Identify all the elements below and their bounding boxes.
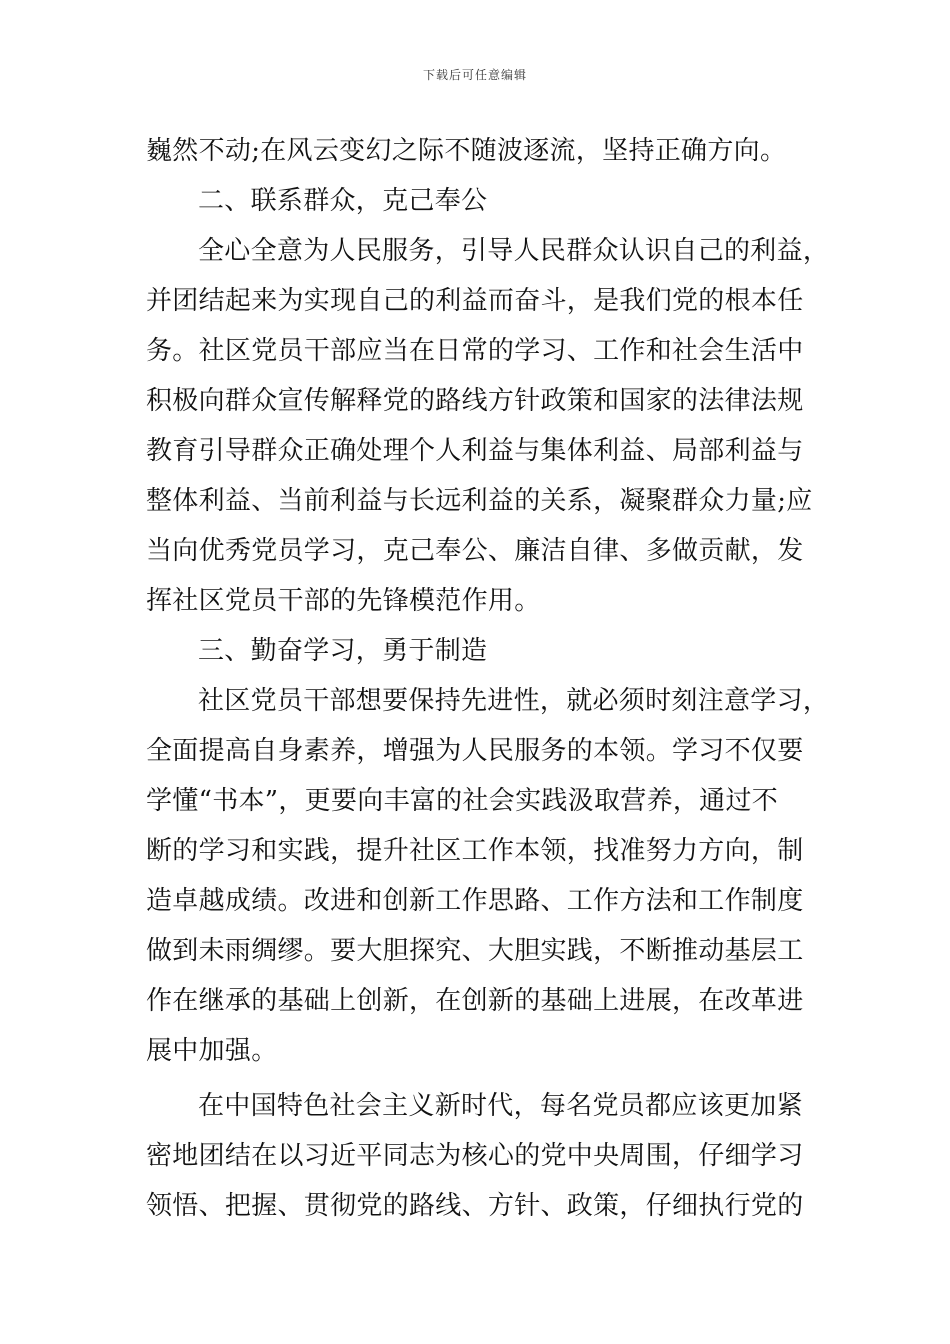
paragraph-line: 学懂“书本”，更要向丰富的社会实践汲取营养，通过不 — [146, 786, 779, 816]
paragraph-line: 领悟、把握、贯彻党的路线、方针、政策，仔细执行党的 — [146, 1191, 804, 1221]
paragraph-line: 当向优秀党员学习，克己奉公、廉洁自律、多做贡献，发 — [146, 536, 804, 566]
paragraph-line: 全心全意为人民服务，引导人民群众认识自己的利益， — [198, 236, 830, 266]
paragraph-line: 挥社区党员干部的先锋模范作用。 — [146, 586, 541, 616]
paragraph-line: 造卓越成绩。改进和创新工作思路、工作方法和工作制度 — [146, 886, 804, 916]
paragraph-line: 作在继承的基础上创新，在创新的基础上进展，在改革进 — [146, 986, 804, 1016]
paragraph-line: 社区党员干部想要保持先进性，就必须时刻注意学习， — [198, 686, 830, 716]
paragraph-line: 并团结起来为实现自己的利益而奋斗，是我们党的根本任 — [146, 286, 804, 316]
paragraph-line: 展中加强。 — [146, 1036, 278, 1066]
paragraph-line: 密地团结在以习近平同志为核心的党中央周围，仔细学习 — [146, 1141, 804, 1171]
paragraph-line: 在中国特色社会主义新时代，每名党员都应该更加紧 — [198, 1091, 803, 1121]
paragraph-line: 积极向群众宣传解释党的路线方针政策和国家的法律法规 — [146, 386, 804, 416]
text-line: 巍然不动;在风云变幻之际不随波逐流，坚持正确方向。 — [146, 136, 787, 166]
paragraph-line: 断的学习和实践，提升社区工作本领，找准努力方向，制 — [146, 836, 804, 866]
paragraph-line: 全面提高自身素养，增强为人民服务的本领。学习不仅要 — [146, 736, 804, 766]
paragraph-line: 教育引导群众正确处理个人利益与集体利益、局部利益与 — [146, 436, 804, 466]
section-heading-2: 二、联系群众，克己奉公 — [198, 186, 488, 216]
paragraph-line: 做到未雨绸缪。要大胆探究、大胆实践，不断推动基层工 — [146, 936, 804, 966]
page-header: 下载后可任意编辑 — [422, 68, 527, 82]
paragraph-line: 务。社区党员干部应当在日常的学习、工作和社会生活中 — [146, 336, 804, 366]
paragraph-line: 整体利益、当前利益与长远利益的关系，凝聚群众力量;应 — [146, 486, 813, 516]
section-heading-3: 三、勤奋学习，勇于制造 — [198, 636, 488, 666]
document-body — [146, 126, 836, 1231]
